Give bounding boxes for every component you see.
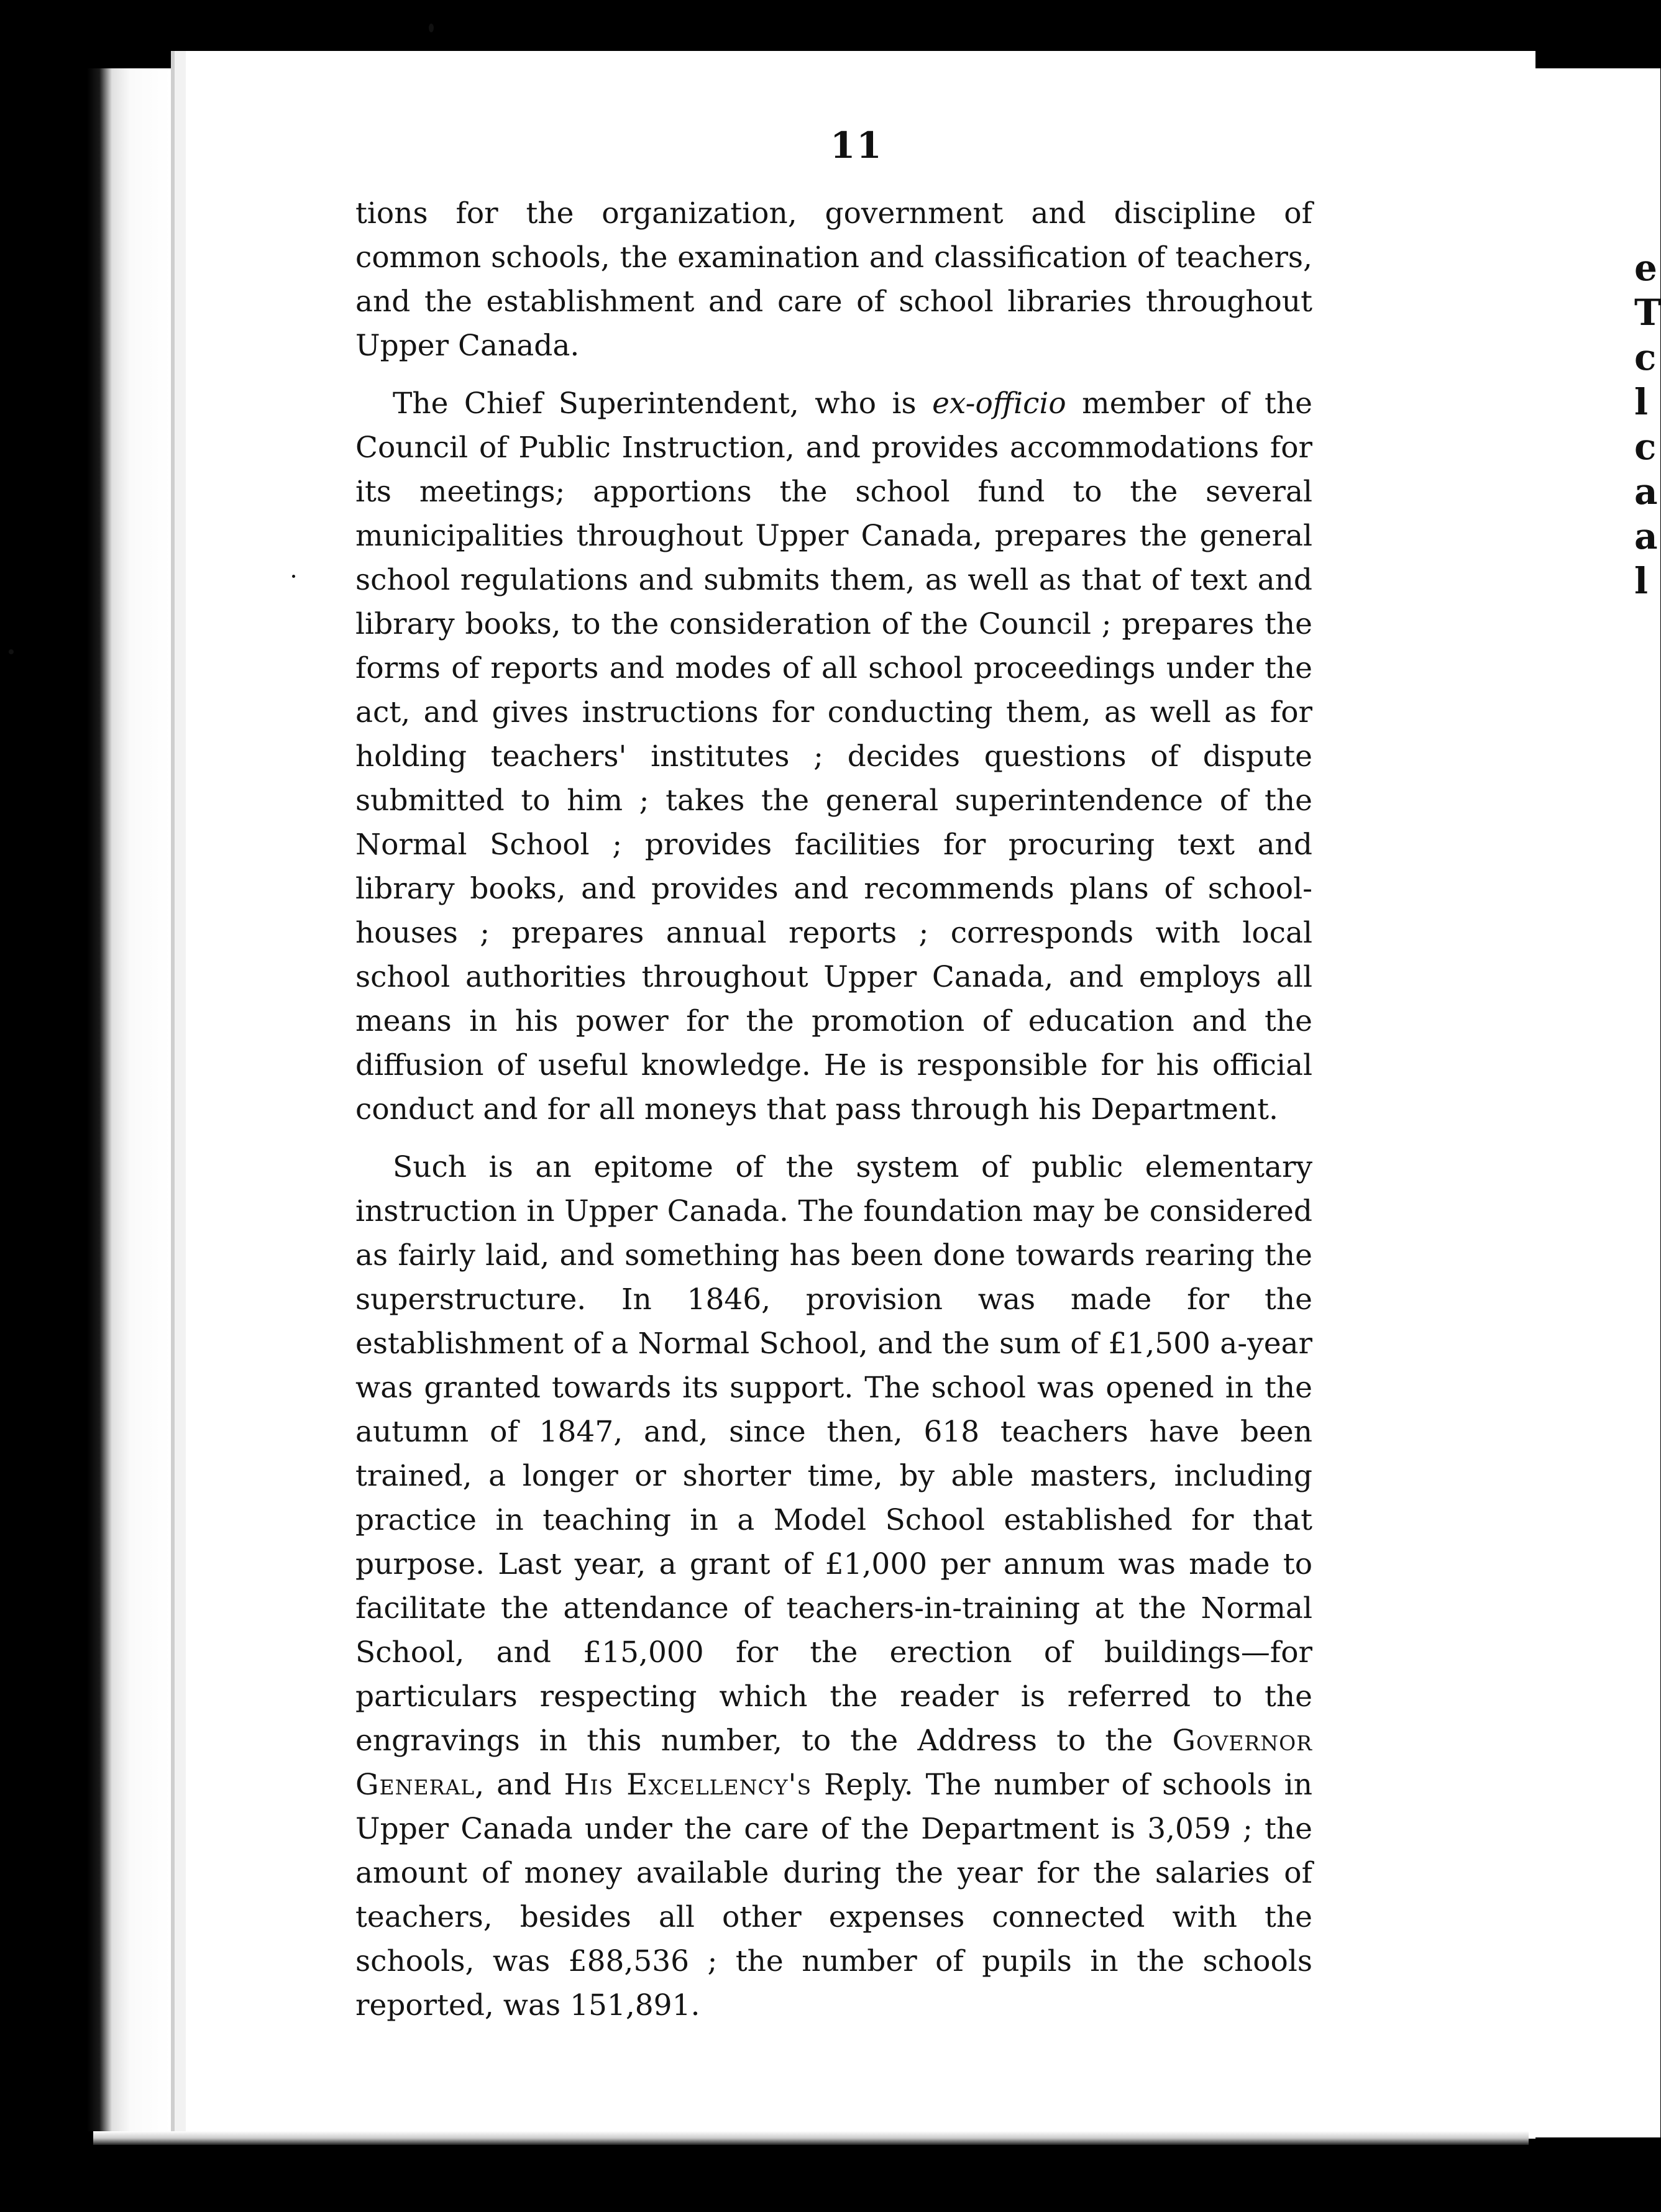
text-segment: , and	[475, 1768, 564, 1802]
small-caps-text: His Excellency's	[564, 1768, 812, 1802]
book-gutter-edge	[87, 68, 171, 2131]
adjacent-page-letter: e	[1634, 247, 1657, 289]
paragraph	[355, 1145, 1312, 2027]
text-segment: Such is an epitome of the system of public elementary instruction in Upper Canada. The foundation may be considered as fairly laid, and something has been done towards rearing the superstructure. In 1846, provision was made for the establishment of a Normal School, and the sum of £1,500 a-year was granted towards its support. The school was opened in the autumn of 1847, and, since then, 618 teachers have been trained, a longer or shorter time, by able masters, including practice in teaching in a Model School established for that purpose. Last year, a grant of £1,000 per annum was made to facilitate the attendance of teachers-in-training at the Normal School, and £15,000 for the erection of buildings—for particulars respecting which the reader is referred to the engravings in this number, to the Address to the	[355, 1150, 1312, 1758]
small-caps-text: Governor General	[355, 1724, 1312, 1802]
scan-speck	[429, 24, 434, 32]
adjacent-page-letter: T	[1634, 291, 1661, 334]
body-text	[355, 191, 1312, 2041]
adjacent-page-letter: l	[1634, 381, 1649, 423]
adjacent-page-letter: l	[1634, 560, 1649, 602]
page-bottom-edge	[93, 2131, 1529, 2145]
adjacent-page-letter: a	[1634, 470, 1658, 513]
italic-text: ex-officio	[932, 386, 1066, 421]
scan-speck	[9, 649, 14, 654]
text-segment: member of the Council of Public Instruction, and provides accommodations for its meetings; apportions the school fund to the several municipalities throughout Upper Canada, prepares the general school regulations and submits them, as well as that of text and library books, to the consideration of the Council ; prepares the forms of reports and modes of all school proceedings under the act, and gives instructions for conducting them, as well as for holding teachers' institutes ; decides questions of dispute submitted to him ; takes the general superintendence of the Normal School ; provides facilities for procuring text and library books, and provides and recommends plans of school-houses ; prepares annual reports ; corresponds with local school authorities throughout Upper Canada, and employs all means in his power for the promotion of education and the diffusion of useful knowledge. He is responsible for his official conduct and for all moneys that pass through his Department.	[355, 386, 1312, 1127]
text-segment: The Chief Superintendent, who is	[393, 386, 933, 421]
adjacent-page-letter: c	[1634, 336, 1657, 378]
text-segment: Reply. The number of schools in Upper Canada under the care of the Department is 3,059 ; the amount of money available during the year for the salaries of teachers, besides all other expenses connected with the schools, was £88,536 ; the number of pupils in the schools reported, was 151,891.	[355, 1768, 1312, 2022]
text-segment: tions for the organization, government and discipline of common schools, the examination and classification of teachers, and the establishment and care of school libraries throughout Upper Canada.	[355, 196, 1312, 363]
page-number: 11	[830, 124, 883, 167]
adjacent-page-text	[1634, 245, 1661, 603]
adjacent-page-letter: a	[1634, 515, 1658, 557]
paragraph	[355, 382, 1312, 1131]
adjacent-page-letter: c	[1634, 426, 1657, 468]
paragraph	[355, 191, 1312, 368]
scan-speck	[292, 575, 295, 578]
